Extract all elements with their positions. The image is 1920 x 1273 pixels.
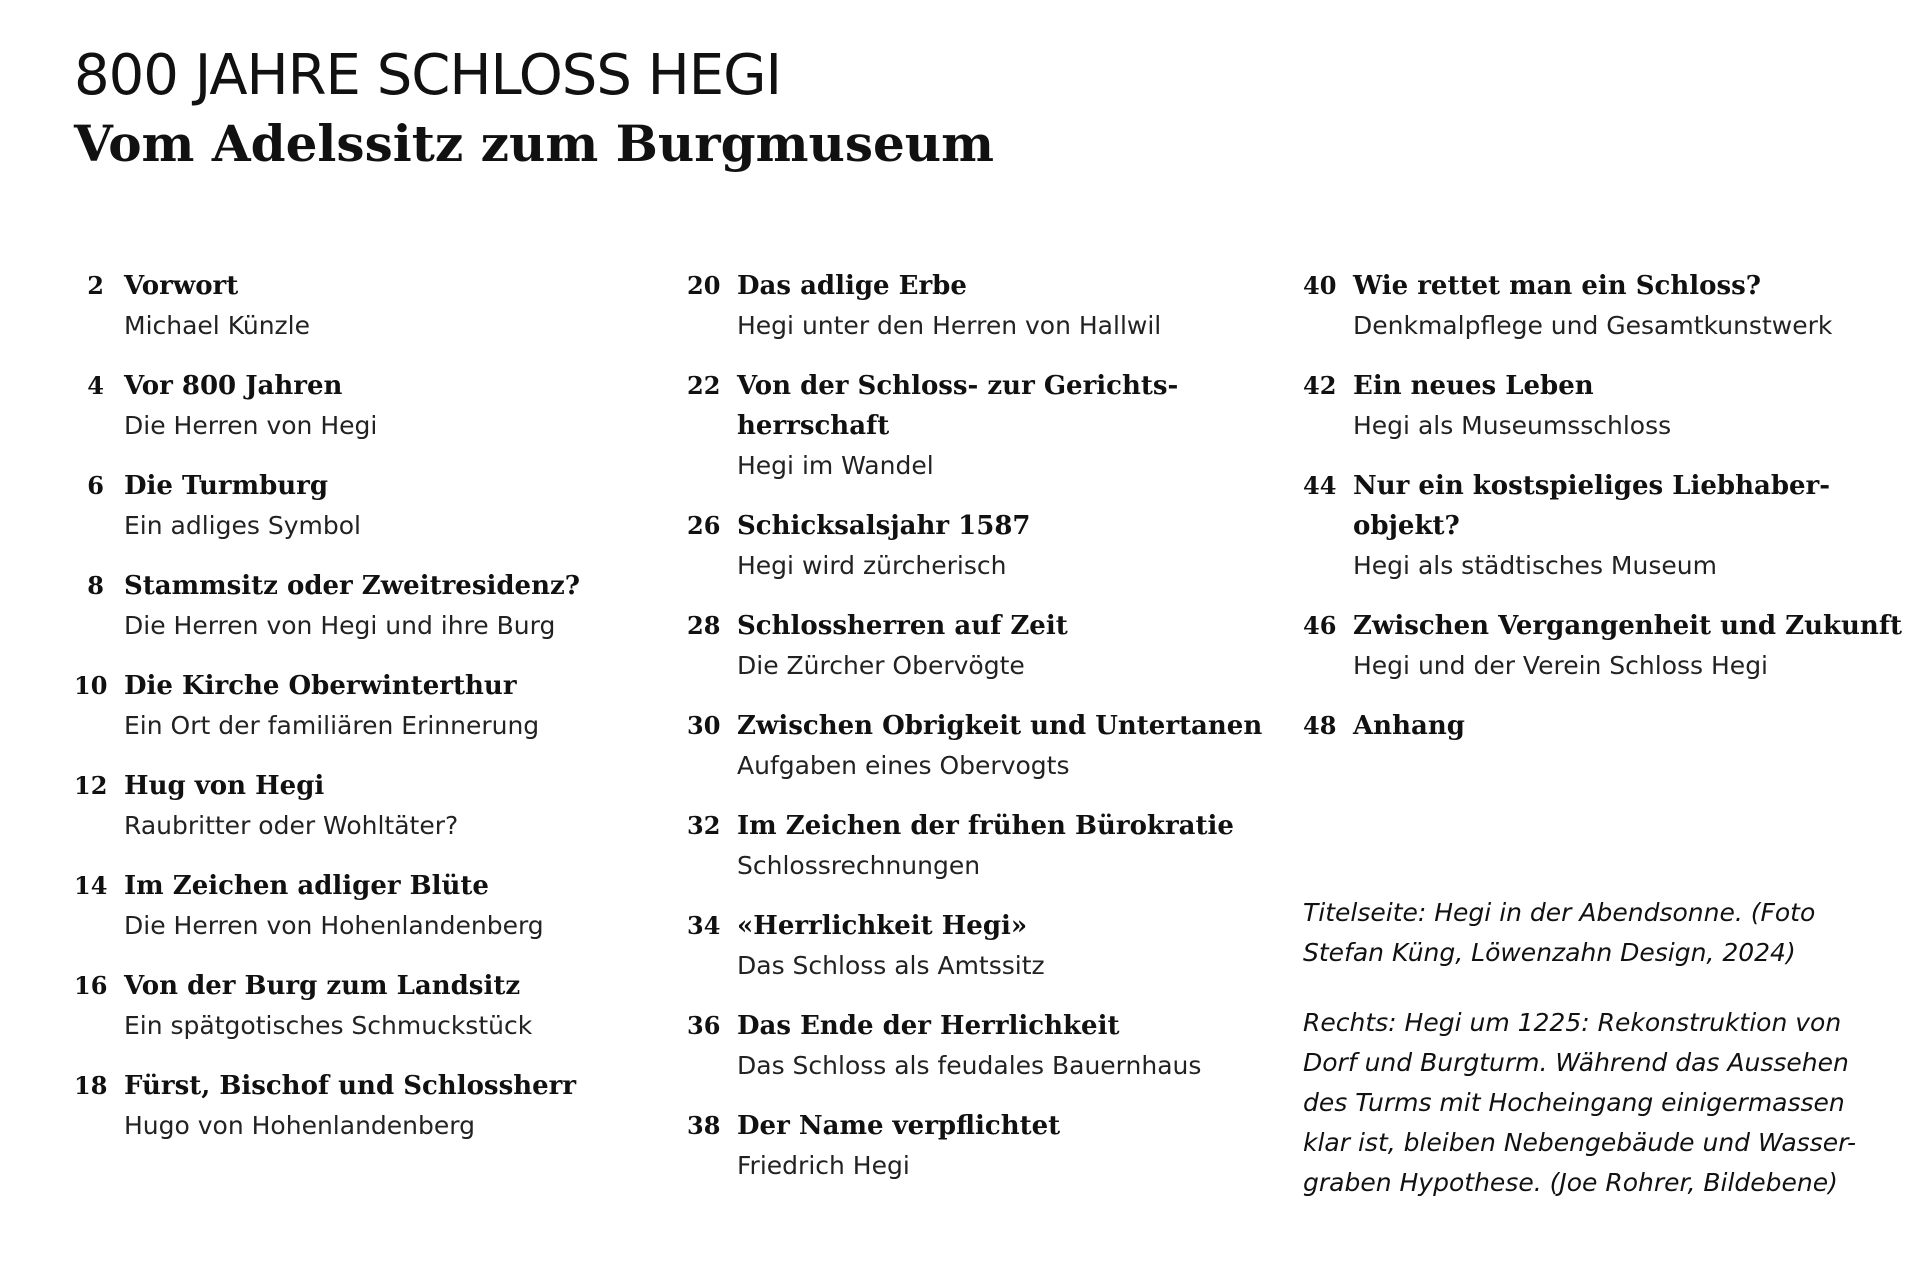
- caption-cover: Titelseite: Hegi in der Abendsonne. (Foto Stefan Küng, Löwenzahn Design, 2024): [1303, 898, 1816, 967]
- toc-page-number: 30: [687, 711, 721, 740]
- toc-entry: [687, 706, 1267, 786]
- toc-entry-title: Ein neues Leben: [1353, 371, 1594, 401]
- toc-entry-title: «Herrlichkeit Hegi»: [737, 911, 1028, 941]
- toc-entry-subtitle: Denkmalpflege und Gesamtkunstwerk: [1353, 311, 1833, 340]
- toc-entry-title: Hug von Hegi: [124, 771, 325, 801]
- toc-entry-subtitle: Friedrich Hegi: [737, 1151, 910, 1180]
- toc-page-number: 20: [687, 271, 721, 300]
- toc-entry-title: Zwischen Vergangenheit und Zukunft: [1353, 611, 1903, 641]
- toc-entry-title: Anhang: [1353, 711, 1465, 741]
- toc-entry-title: Zwischen Obrigkeit und Untertanen: [737, 711, 1263, 741]
- toc-entry: [687, 806, 1267, 886]
- toc-entry: [687, 606, 1267, 686]
- toc-page-number: 32: [687, 811, 721, 840]
- toc-entry-title: Fürst, Bischof und Schlossherr: [124, 1071, 577, 1101]
- toc-page-number: 36: [687, 1011, 721, 1040]
- toc-entry-subtitle: Hegi als städtisches Museum: [1353, 551, 1717, 580]
- toc-page-number: 28: [687, 611, 721, 640]
- toc-entry: [687, 266, 1267, 346]
- toc-entry: [74, 966, 654, 1046]
- toc-entry-title: Das adlige Erbe: [737, 271, 967, 301]
- toc-entry: [74, 566, 654, 646]
- toc-entry-subtitle: Ein spätgotisches Schmuckstück: [124, 1011, 533, 1040]
- toc-page-number: 8: [87, 571, 104, 600]
- toc-entry: [74, 866, 654, 946]
- toc-entry: [74, 466, 654, 546]
- toc-page-number: 26: [687, 511, 721, 540]
- toc-entry-subtitle: Hegi wird zürcherisch: [737, 551, 1007, 580]
- toc-entry: [1303, 266, 1903, 346]
- toc-entry-title: Nur ein kostspieliges Liebhaber-objekt?: [1353, 471, 1831, 541]
- toc-column-3: [1303, 266, 1903, 766]
- toc-entry-title: Das Ende der Herrlichkeit: [737, 1011, 1120, 1041]
- toc-entry: [687, 1006, 1267, 1086]
- toc-page-number: 12: [74, 771, 108, 800]
- toc-entry-title: Die Kirche Oberwinterthur: [124, 671, 517, 701]
- toc-page-number: 44: [1303, 471, 1337, 500]
- toc-entry: [1303, 606, 1903, 686]
- toc-page-number: 4: [87, 371, 104, 400]
- toc-entry-title: Wie rettet man ein Schloss?: [1353, 271, 1762, 301]
- toc-entry: [74, 366, 654, 446]
- toc-entry-subtitle: Ein Ort der familiären Erinnerung: [124, 711, 540, 740]
- toc-page-number: 2: [87, 271, 104, 300]
- caption-right-image: Rechts: Hegi um 1225: Rekonstruktion von Dorf und Burgturm. Während das Aussehen des Turms mit Hocheingang einigermassen klar ist, bleiben Nebengebäude und Wasser-graben Hypothese. (Joe Rohrer, Bildebene): [1303, 1008, 1857, 1197]
- toc-entry-subtitle: Schlossrechnungen: [737, 851, 981, 880]
- toc-page-number: 46: [1303, 611, 1337, 640]
- toc-page-number: 18: [74, 1071, 108, 1100]
- toc-page-number: 40: [1303, 271, 1337, 300]
- toc-page-number: 14: [74, 871, 108, 900]
- toc-entry-subtitle: Die Herren von Hegi und ihre Burg: [124, 611, 556, 640]
- toc-entry-subtitle: Aufgaben eines Obervogts: [737, 751, 1070, 780]
- toc-entry-title: Vor 800 Jahren: [124, 371, 343, 401]
- toc-page-number: 38: [687, 1111, 721, 1140]
- toc-entry: [1303, 366, 1903, 446]
- toc-entry-subtitle: Die Zürcher Obervögte: [737, 651, 1025, 680]
- toc-entry-title: Die Turmburg: [124, 471, 329, 501]
- toc-entry-subtitle: Hegi als Museumsschloss: [1353, 411, 1672, 440]
- toc-entry-title: Von der Schloss- zur Gerichts-herrschaft: [737, 371, 1179, 441]
- toc-entry-subtitle: Das Schloss als Amtssitz: [737, 951, 1045, 980]
- toc-entry: [687, 506, 1267, 586]
- toc-column-1: [74, 266, 654, 1166]
- toc-entry-subtitle: Raubritter oder Wohltäter?: [124, 811, 459, 840]
- toc-entry-subtitle: Hegi unter den Herren von Hallwil: [737, 311, 1162, 340]
- toc-entry: [1303, 466, 1903, 586]
- toc-entry-subtitle: Hegi und der Verein Schloss Hegi: [1353, 651, 1769, 680]
- toc-entry: [74, 666, 654, 746]
- page-header: [74, 40, 994, 176]
- toc-column-2: [687, 266, 1267, 1206]
- toc-entry: [74, 766, 654, 846]
- toc-page-number: 22: [687, 371, 721, 400]
- toc-page-number: 16: [74, 971, 108, 1000]
- toc-entry-title: Der Name verpflichtet: [737, 1111, 1061, 1141]
- toc-entry-title: Vorwort: [124, 271, 239, 301]
- toc-page-number: 42: [1303, 371, 1337, 400]
- toc-entry-subtitle: Ein adliges Symbol: [124, 511, 361, 540]
- page-subtitle: Vom Adelssitz zum Burgmuseum: [74, 114, 995, 173]
- toc-page-number: 48: [1303, 711, 1337, 740]
- toc-entry-subtitle: Die Herren von Hohenlandenberg: [124, 911, 544, 940]
- toc-entry-title: Im Zeichen adliger Blüte: [124, 871, 489, 901]
- toc-entry: [687, 366, 1267, 486]
- image-captions: [1303, 893, 1883, 1233]
- page-title: 800 JAHRE SCHLOSS HEGI: [74, 43, 782, 108]
- toc-entry-subtitle: Michael Künzle: [124, 311, 310, 340]
- toc-entry: [687, 906, 1267, 986]
- toc-entry-title: Von der Burg zum Landsitz: [124, 971, 521, 1001]
- toc-entry: [74, 1066, 654, 1146]
- toc-entry: [1303, 706, 1903, 746]
- toc-entry-subtitle: Hegi im Wandel: [737, 451, 934, 480]
- toc-page-number: 34: [687, 911, 721, 940]
- toc-entry-title: Schicksalsjahr 1587: [737, 511, 1031, 541]
- toc-entry: [74, 266, 654, 346]
- toc-page-number: 10: [74, 671, 108, 700]
- toc-entry-subtitle: Hugo von Hohenlandenberg: [124, 1111, 475, 1140]
- toc-entry: [687, 1106, 1267, 1186]
- toc-entry-title: Im Zeichen der frühen Bürokratie: [737, 811, 1234, 841]
- toc-entry-title: Stammsitz oder Zweitresidenz?: [124, 571, 580, 601]
- toc-entry-title: Schlossherren auf Zeit: [737, 611, 1068, 641]
- toc-entry-subtitle: Die Herren von Hegi: [124, 411, 378, 440]
- toc-entry-subtitle: Das Schloss als feudales Bauernhaus: [737, 1051, 1202, 1080]
- toc-page-number: 6: [87, 471, 104, 500]
